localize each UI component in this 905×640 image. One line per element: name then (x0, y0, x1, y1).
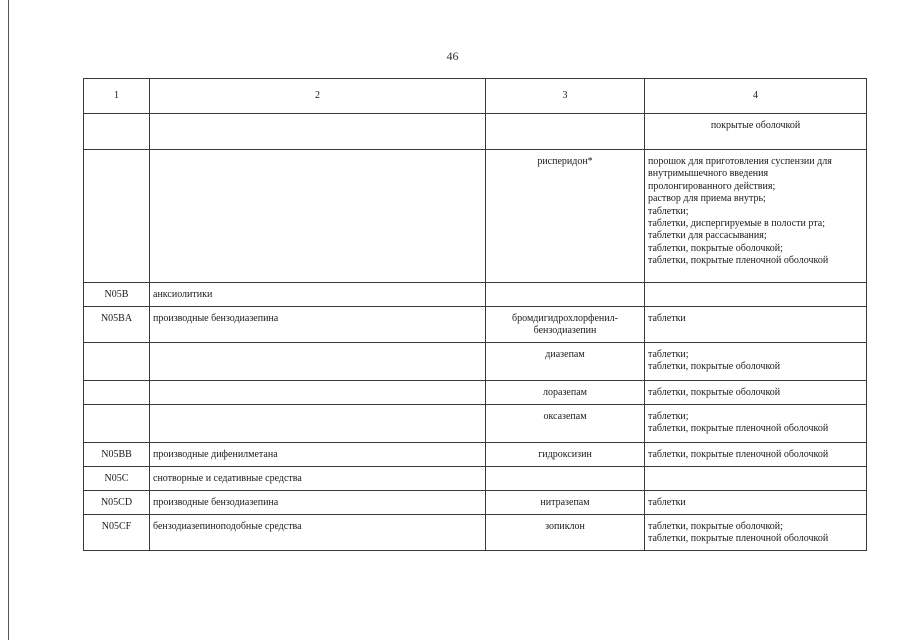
group-name-cell (150, 343, 486, 381)
dosage-form-cell (645, 405, 867, 443)
dosage-form-line: таблетки, диспергируемые в полости рта; (648, 218, 825, 230)
page-number: 46 (446, 49, 459, 63)
drug-name-line: лоразепам (543, 387, 587, 398)
atc-code-cell: N05CD (84, 491, 150, 515)
group-name-cell: производные бензодиазепина (150, 491, 486, 515)
table-row (84, 443, 867, 467)
drug-name-cell (486, 405, 645, 443)
dosage-form-line: таблетки; (648, 411, 689, 422)
table-row (84, 343, 867, 381)
table-row (84, 381, 867, 405)
dosage-form-line: таблетки, покрытые оболочкой; (648, 521, 783, 532)
table-row (84, 307, 867, 343)
group-name-cell: производные бензодиазепина (150, 307, 486, 343)
drug-name-line: нитразепам (540, 497, 590, 508)
header-row (84, 79, 867, 114)
dosage-form-line: таблетки (648, 313, 686, 324)
drug-table (83, 78, 867, 551)
drug-name-line: гидроксизин (538, 449, 592, 460)
drug-name-cell (486, 283, 645, 307)
dosage-form-cell (645, 114, 867, 150)
group-name-cell: бензодиазепиноподобные средства (150, 515, 486, 551)
atc-code-cell (84, 405, 150, 443)
drug-name-cell (486, 443, 645, 467)
dosage-form-line: таблетки; (648, 349, 689, 360)
dosage-form-line: таблетки, покрытые пленочной оболочкой (648, 533, 829, 545)
dosage-form-cell (645, 467, 867, 491)
drug-name-line: рисперидон* (537, 156, 593, 167)
drug-name-cell (486, 515, 645, 551)
group-name-cell (150, 114, 486, 150)
dosage-form-line: таблетки, покрытые оболочкой; (648, 242, 783, 254)
dosage-form-line: таблетки для рассасывания; (648, 230, 767, 242)
drug-name-line: бензодиазепин (533, 325, 597, 337)
drug-name-cell (486, 343, 645, 381)
binding-margin-line (8, 0, 9, 640)
dosage-form-line: порошок для приготовления суспензии для (648, 156, 832, 167)
atc-code-cell (84, 343, 150, 381)
atc-code-cell: N05CF (84, 515, 150, 551)
drug-name-cell (486, 114, 645, 150)
dosage-form-cell (645, 443, 867, 467)
dosage-form-line: пролонгированного действия; (648, 180, 776, 192)
table-row (84, 405, 867, 443)
dosage-form-line: таблетки (648, 497, 686, 508)
group-name-cell (150, 381, 486, 405)
drug-name-line: оксазепам (543, 411, 587, 422)
drug-name-line: зопиклон (545, 521, 585, 532)
drug-name-cell (486, 467, 645, 491)
dosage-form-line: таблетки, покрытые пленочной оболочкой (648, 449, 829, 460)
table-row (84, 114, 867, 150)
dosage-form-cell (645, 307, 867, 343)
drug-name-cell (486, 150, 645, 283)
dosage-form-line: покрытые оболочкой (710, 120, 801, 131)
dosage-form-line: внутримышечного введения (648, 168, 769, 180)
table-row (84, 491, 867, 515)
atc-code-cell (84, 381, 150, 405)
table-row (84, 283, 867, 307)
drug-name-cell (486, 491, 645, 515)
dosage-form-line: таблетки, покрытые оболочкой (648, 387, 781, 398)
header-col-4: 4 (645, 79, 867, 114)
dosage-form-cell (645, 381, 867, 405)
dosage-form-cell (645, 343, 867, 381)
dosage-form-line: таблетки, покрытые пленочной оболочкой (648, 255, 829, 267)
table-row (84, 150, 867, 283)
header-col-2: 2 (150, 79, 486, 114)
dosage-form-cell (645, 515, 867, 551)
header-col-3: 3 (486, 79, 645, 114)
group-name-cell (150, 150, 486, 283)
atc-code-cell: N05BA (84, 307, 150, 343)
drug-name-cell (486, 307, 645, 343)
dosage-form-cell (645, 491, 867, 515)
group-name-cell: производные дифенилметана (150, 443, 486, 467)
dosage-form-line: таблетки; (648, 205, 689, 217)
atc-code-cell: N05B (84, 283, 150, 307)
drug-name-line: диазепам (545, 349, 585, 360)
atc-code-cell: N05BB (84, 443, 150, 467)
drug-name-line: бромдигидрохлорфенил- (512, 313, 618, 324)
atc-code-cell (84, 114, 150, 150)
dosage-form-cell (645, 150, 867, 283)
header-col-1: 1 (84, 79, 150, 114)
group-name-cell (150, 405, 486, 443)
dosage-form-line: таблетки, покрытые оболочкой (648, 361, 781, 373)
group-name-cell: снотворные и седативные средства (150, 467, 486, 491)
dosage-form-cell (645, 283, 867, 307)
table-row (84, 515, 867, 551)
dosage-form-line: таблетки, покрытые пленочной оболочкой (648, 423, 829, 435)
group-name-cell: анксиолитики (150, 283, 486, 307)
dosage-form-line: раствор для приема внутрь; (648, 193, 766, 205)
atc-code-cell: N05C (84, 467, 150, 491)
atc-code-cell (84, 150, 150, 283)
table-row (84, 467, 867, 491)
drug-name-cell (486, 381, 645, 405)
